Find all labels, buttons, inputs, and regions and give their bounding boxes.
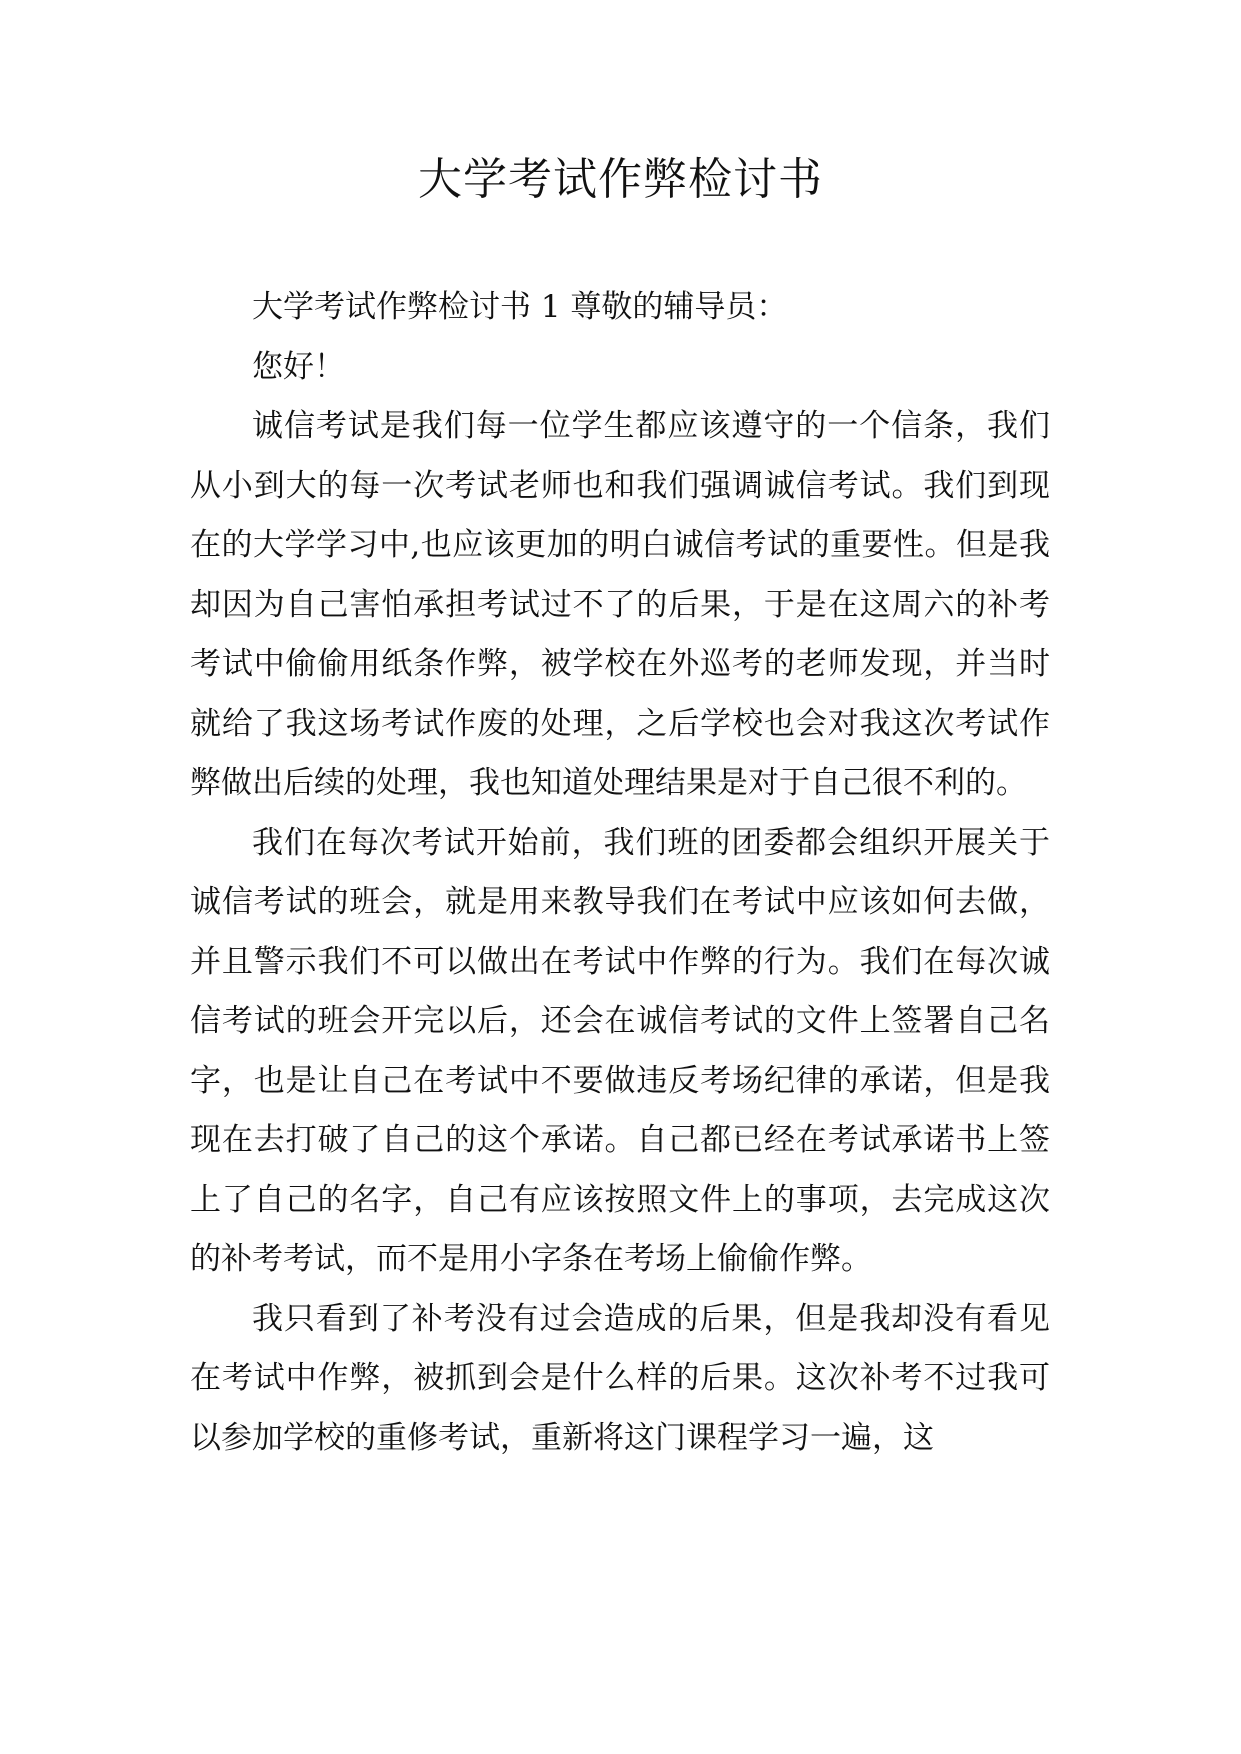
document-title: 大学考试作弊检讨书 (418, 154, 823, 205)
paragraph-greeting: 您好！ (252, 348, 345, 385)
paragraph-1: 诚信考试是我们每一位学生都应该遵守的一个信条，我们从小到大的每一次考试老师也和我们强调诚信考试。我们到现在的大学学习中,也应该更加的明白诚信考试的重要性。但是我却因为自己害怕承担考试过不了的后果，于是在这周六的补考考试中偷偷用纸条作弊，被学校在外巡考的老师发现，并当时就给了我这场考试作废的处理，之后学校也会对我这次考试作弊做出后续的处理，我也知道处理结果是对于自己很不利的。 (190, 408, 1050, 801)
paragraph-3: 我只看到了补考没有过会造成的后果，但是我却没有看见在考试中作弊，被抓到会是什么样的后果。这次补考不过我可以参加学校的重修考试，重新将这门课程学习一遍，这 (190, 1300, 1050, 1456)
paragraph-2: 我们在每次考试开始前，我们班的团委都会组织开展关于诚信考试的班会，就是用来教导我们在考试中应该如何去做，并且警示我们不可以做出在考试中作弊的行为。我们在每次诚信考试的班会开完以后，还会在诚信考试的文件上签署自己名字，也是让自己在考试中不要做违反考场纪律的承诺，但是我现在去打破了自己的这个承诺。自己都已经在考试承诺书上签上了自己的名字，自己有应该按照文件上的事项，去完成这次的补考考试，而不是用小字条在考场上偷偷作弊。 (190, 824, 1050, 1277)
document-body (190, 278, 1050, 1468)
paragraph-salutation: 大学考试作弊检讨书 1 尊敬的辅导员： (252, 289, 788, 325)
